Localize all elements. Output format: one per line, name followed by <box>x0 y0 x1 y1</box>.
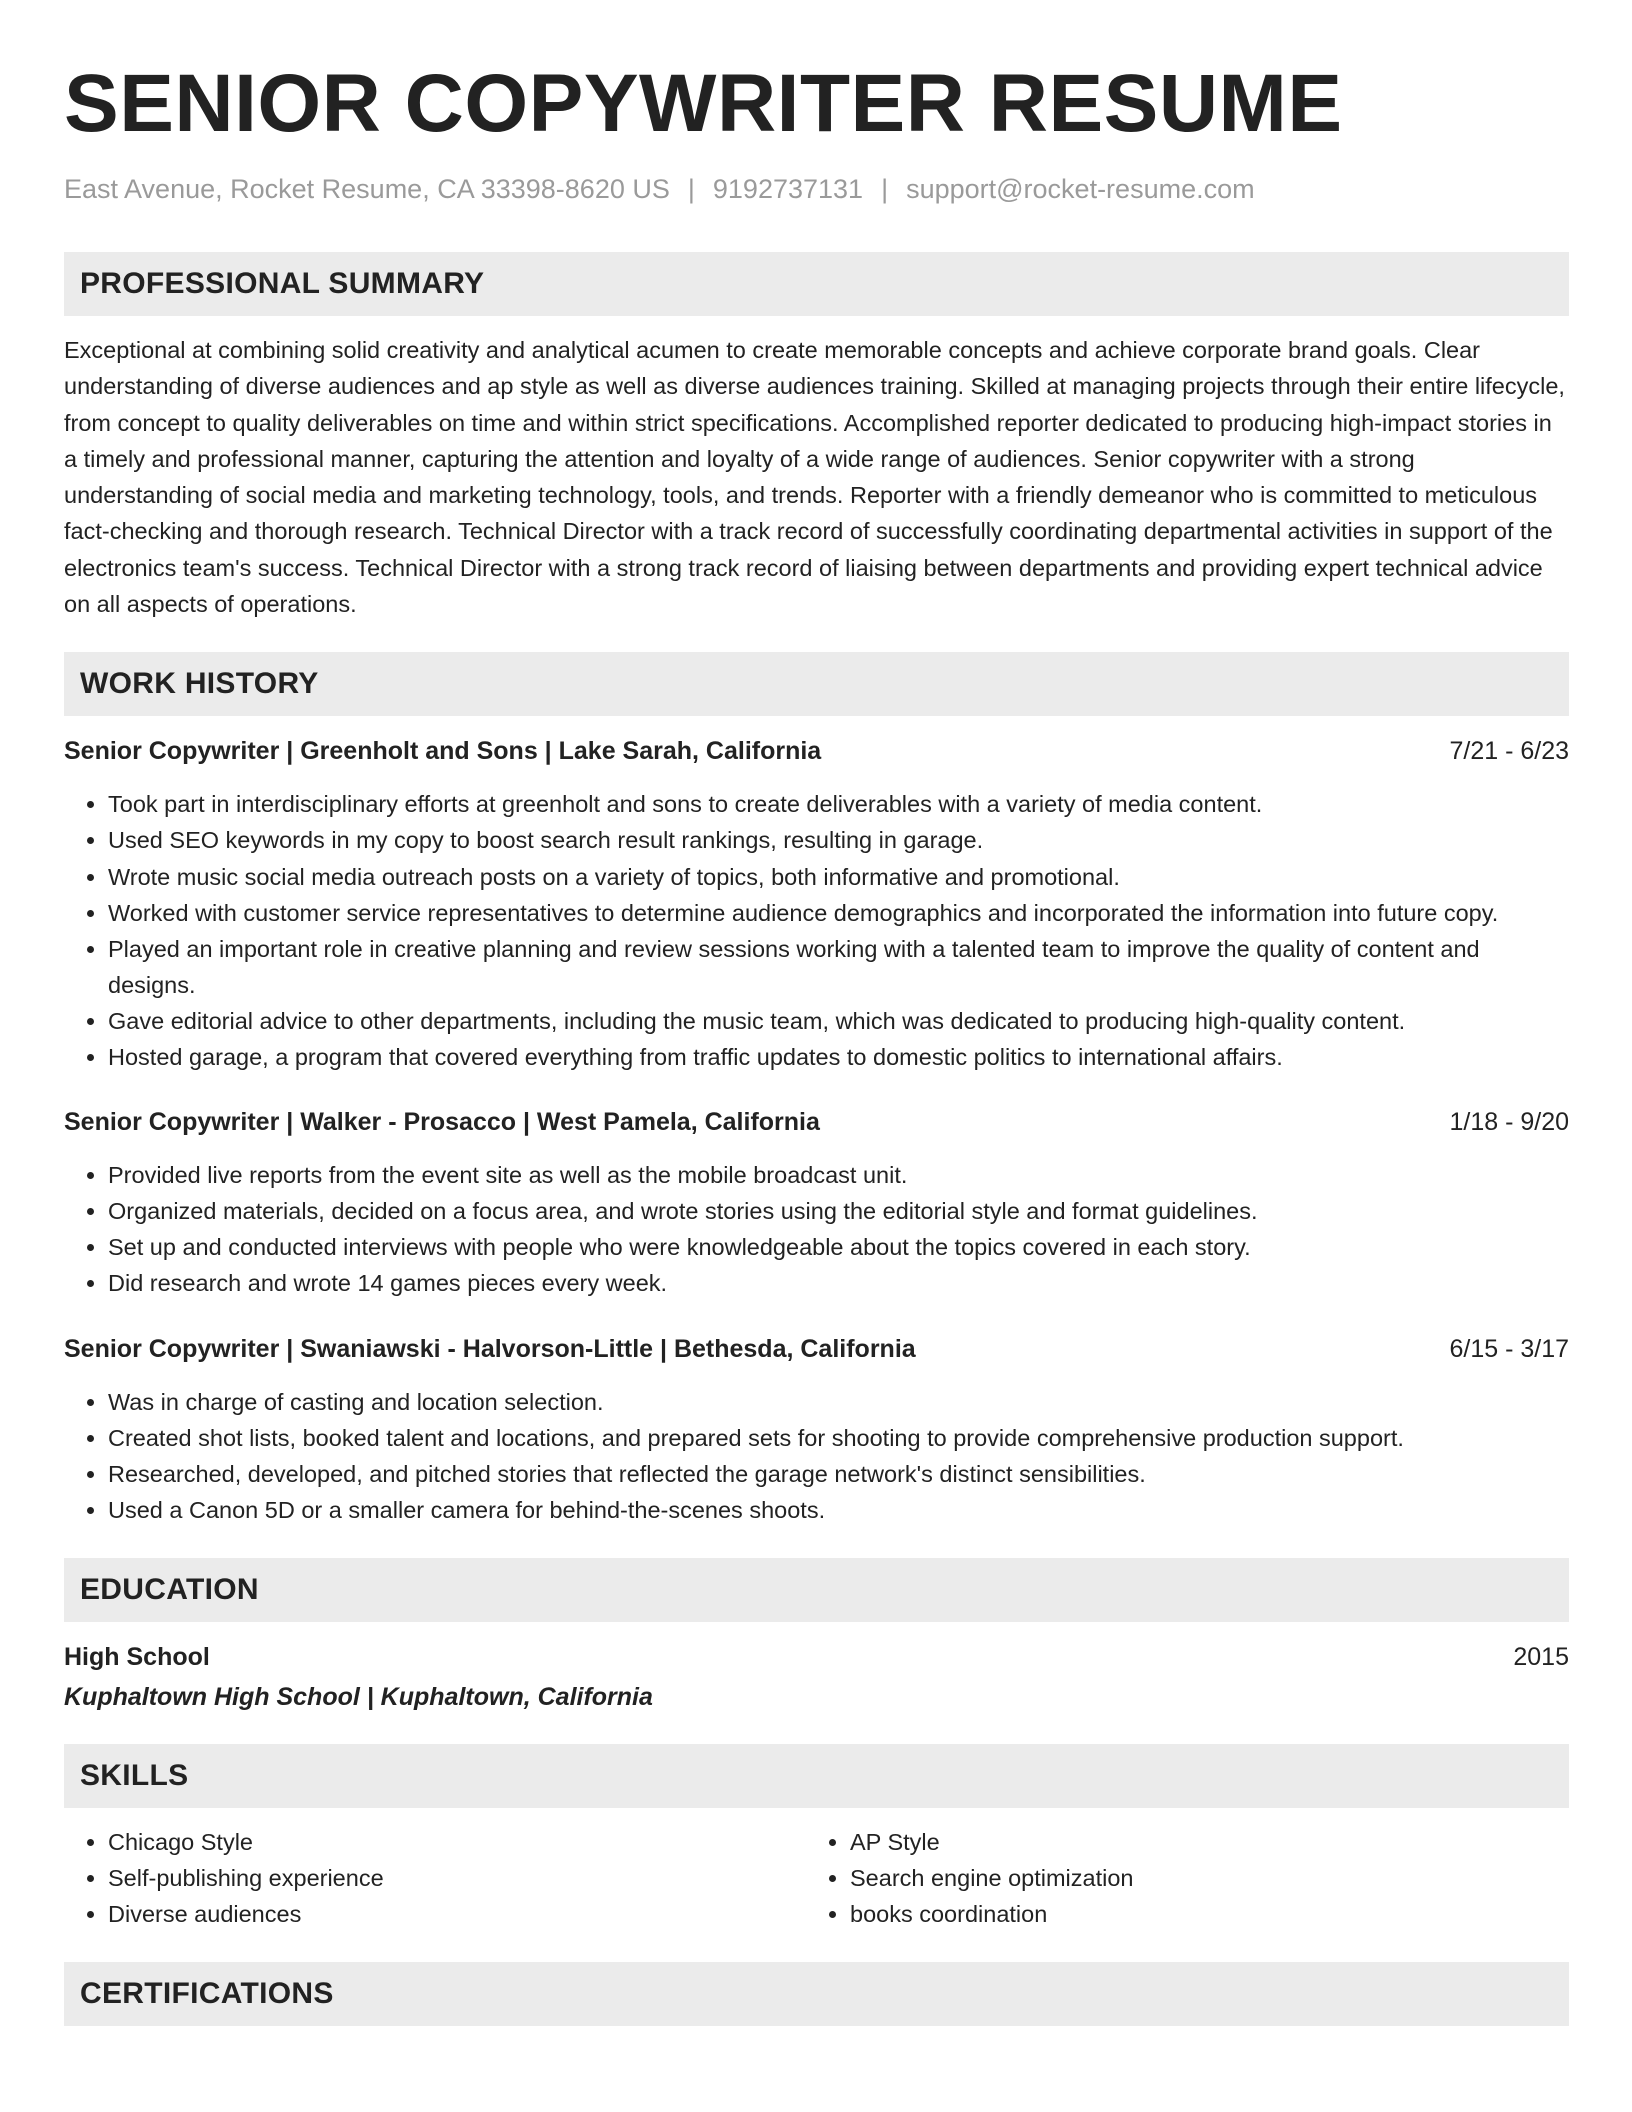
education-header <box>64 1640 1569 1674</box>
job-entry <box>64 1105 1569 1301</box>
job-title: Senior Copywriter | Greenholt and Sons | Lake Sarah, California <box>64 737 822 766</box>
education-entry <box>64 1640 1569 1714</box>
skills-column-right <box>806 1824 1548 1932</box>
job-header <box>64 734 1569 768</box>
job-bullet: • Was in charge of casting and location selection. <box>108 1384 1569 1420</box>
job-dates: 1/18 - 9/20 <box>1449 1108 1569 1137</box>
education-degree: High School <box>64 1642 210 1671</box>
job-title: Senior Copywriter | Swaniawski - Halvorson-Little | Bethesda, California <box>64 1334 916 1363</box>
job-bullet-list <box>64 786 1569 1075</box>
section-heading-work-history: WORK HISTORY <box>64 652 1569 716</box>
job-bullet-list <box>64 1384 1569 1528</box>
skill-item: • Search engine optimization <box>850 1860 1548 1896</box>
skill-item: • Self-publishing experience <box>108 1860 806 1896</box>
contact-separator: | <box>881 174 889 204</box>
job-dates: 7/21 - 6/23 <box>1449 737 1569 766</box>
job-bullet-list <box>64 1157 1569 1301</box>
job-bullet: • Set up and conducted interviews with people who were knowledgeable about the topics covered in each story. <box>108 1229 1569 1265</box>
section-heading-certifications: CERTIFICATIONS <box>64 1962 1569 2026</box>
job-bullet: • Gave editorial advice to other departments, including the music team, which was dedicated to producing high-quality content. <box>108 1003 1569 1039</box>
skill-item: • Chicago Style <box>108 1824 806 1860</box>
job-bullet: • Played an important role in creative planning and review sessions working with a talented team to improve the quality of content and designs. <box>108 931 1569 1003</box>
job-bullet: • Organized materials, decided on a focus area, and wrote stories using the editorial style and format guidelines. <box>108 1193 1569 1229</box>
job-entry <box>64 734 1569 1075</box>
section-heading-skills: SKILLS <box>64 1744 1569 1808</box>
skill-item: • books coordination <box>850 1896 1548 1932</box>
skills-list <box>64 1824 806 1932</box>
job-title: Senior Copywriter | Walker - Prosacco | West Pamela, California <box>64 1108 820 1137</box>
summary-text: Exceptional at combining solid creativity and analytical acumen to create memorable concepts and achieve corporate brand goals. Clear understanding of diverse audiences and ap style as well as diverse audiences training. Skilled at managing projects through their entire lifecycle, from concept to quality deliverables on time and within strict specifications. Accomplished reporter dedicated to producing high-impact stories in a timely and professional manner, capturing the attention and loyalty of a wide range of audiences. Senior copywriter with a strong understanding of social media and marketing technology, tools, and trends. Reporter with a friendly demeanor who is committed to meticulous fact-checking and thorough research. Technical Director with a track record of successfully coordinating departmental activities in support of the electronics team's success. Technical Director with a strong track record of liaising between departments and providing expert technical advice on all aspects of operations. <box>64 337 1565 618</box>
contact-email: support@rocket-resume.com <box>906 174 1255 204</box>
education-year: 2015 <box>1513 1642 1569 1671</box>
section-heading-education: EDUCATION <box>64 1558 1569 1622</box>
job-bullet: • Used a Canon 5D or a smaller camera for behind-the-scenes shoots. <box>108 1492 1569 1528</box>
job-bullet: • Did research and wrote 14 games pieces every week. <box>108 1265 1569 1301</box>
job-dates: 6/15 - 3/17 <box>1449 1334 1569 1363</box>
contact-line <box>64 172 1569 206</box>
job-header <box>64 1332 1569 1366</box>
page-title: SENIOR COPYWRITER RESUME <box>64 58 1343 149</box>
contact-phone: 9192737131 <box>712 174 864 204</box>
job-bullet: • Wrote music social media outreach posts on a variety of topics, both informative and promotional. <box>108 859 1569 895</box>
skills-grid <box>64 1824 1569 1932</box>
job-header <box>64 1105 1569 1139</box>
skill-item: • Diverse audiences <box>108 1896 806 1932</box>
job-bullet: • Provided live reports from the event site as well as the mobile broadcast unit. <box>108 1157 1569 1193</box>
job-bullet: • Used SEO keywords in my copy to boost search result rankings, resulting in garage. <box>108 822 1569 858</box>
skill-item: • AP Style <box>850 1824 1548 1860</box>
contact-separator: | <box>687 174 695 204</box>
section-heading-summary: PROFESSIONAL SUMMARY <box>64 252 1569 316</box>
job-bullet: • Took part in interdisciplinary efforts at greenholt and sons to create deliverables with a variety of media content. <box>108 786 1569 822</box>
skills-list <box>806 1824 1548 1932</box>
job-bullet: • Researched, developed, and pitched stories that reflected the garage network's distinct sensibilities. <box>108 1456 1569 1492</box>
job-bullet: • Created shot lists, booked talent and locations, and prepared sets for shooting to provide comprehensive production support. <box>108 1420 1569 1456</box>
job-bullet: • Hosted garage, a program that covered everything from traffic updates to domestic politics to international affairs. <box>108 1039 1569 1075</box>
education-school: Kuphaltown High School | Kuphaltown, California <box>64 1682 653 1711</box>
skills-column-left <box>64 1824 806 1932</box>
job-bullet: • Worked with customer service representatives to determine audience demographics and incorporated the information into future copy. <box>108 895 1569 931</box>
job-entry <box>64 1332 1569 1528</box>
contact-address: East Avenue, Rocket Resume, CA 33398-8620 US <box>64 174 670 204</box>
